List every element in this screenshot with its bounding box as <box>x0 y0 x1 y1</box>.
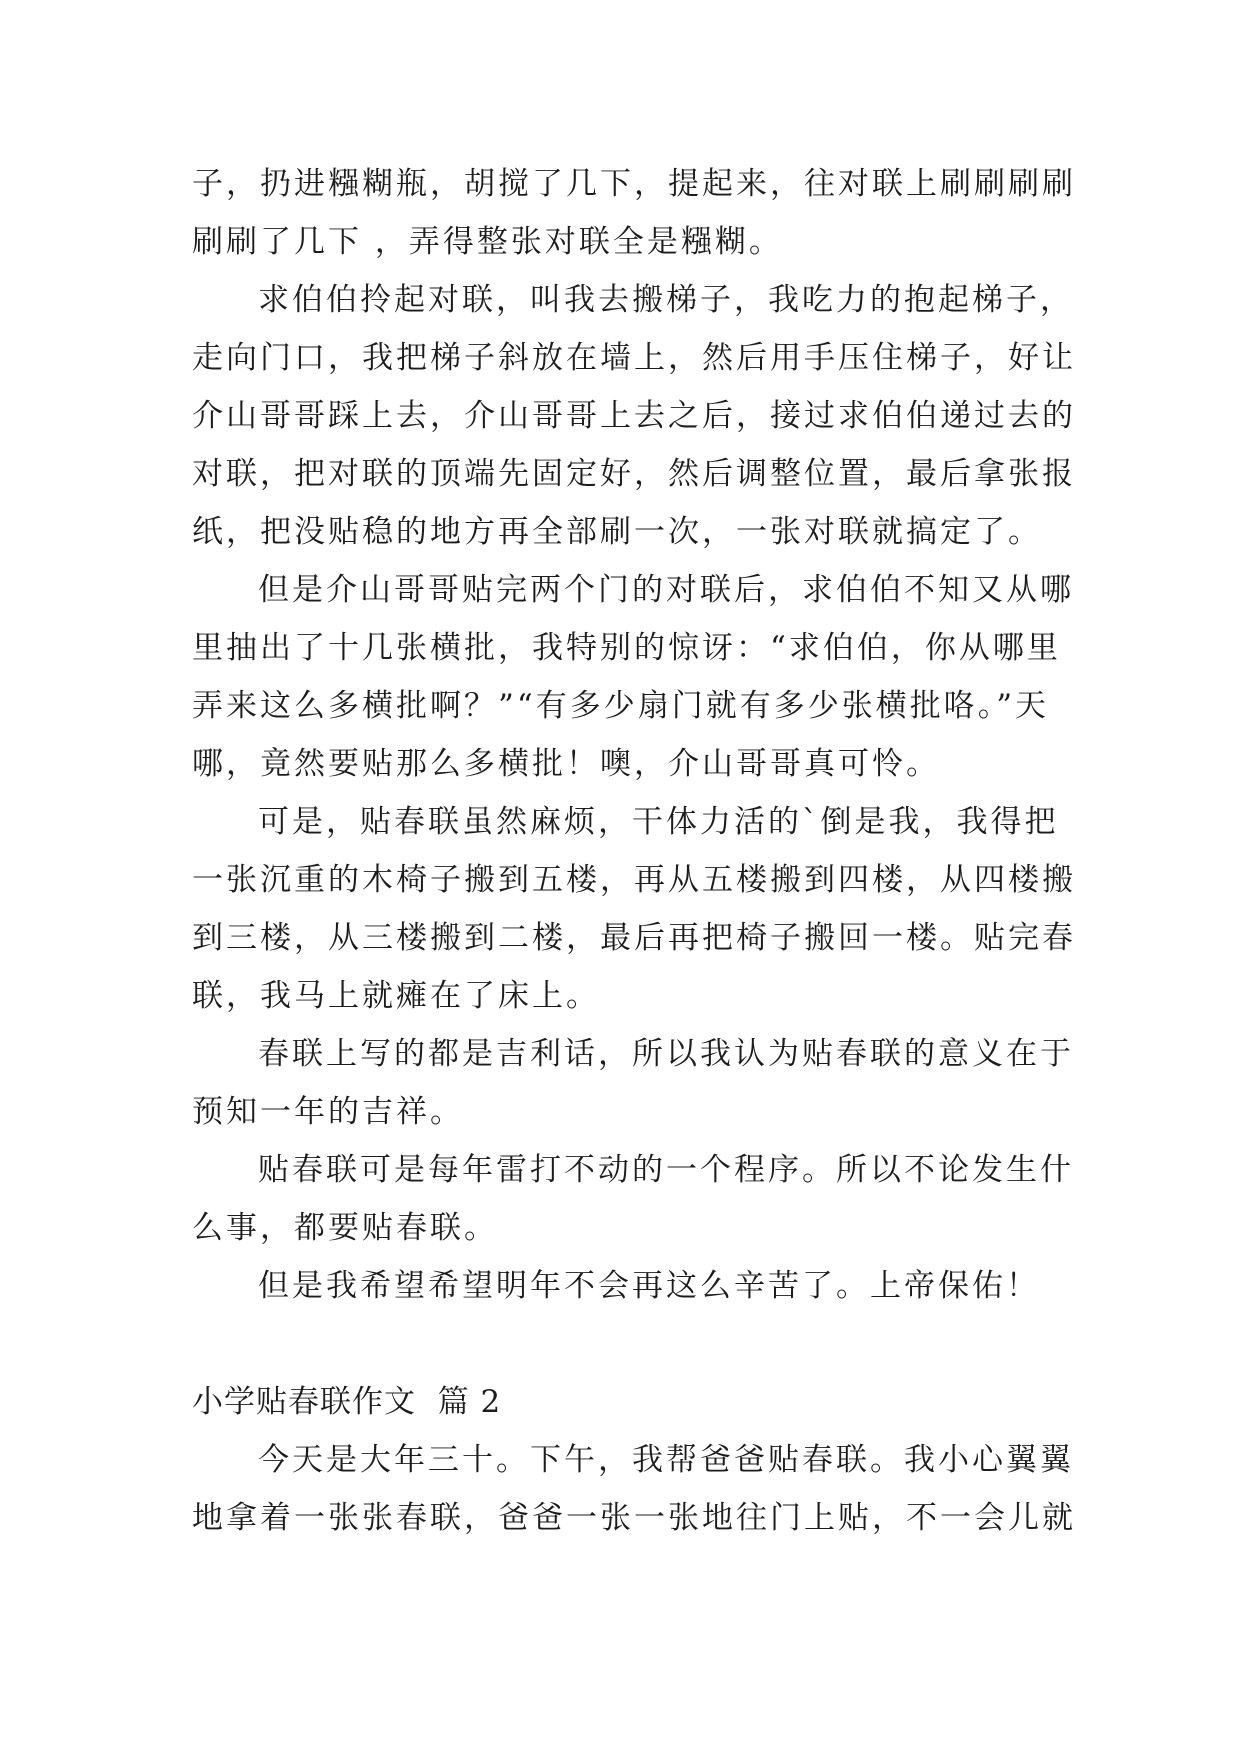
text-line: 春联上写的都是吉利话，所以我认为贴春联的意义在于 <box>258 1036 1074 1072</box>
text-line: 求伯伯拎起对联，叫我去搬梯子，我吃力的抱起梯子， <box>258 282 1074 318</box>
text-line: 纸，把没贴稳的地方再全部刷一次，一张对联就搞定了。 <box>192 514 1042 550</box>
section-title: 小学贴春联作文 篇 2 <box>192 1384 502 1420</box>
text-line: 地拿着一张张春联，爸爸一张一张地往门上贴，不一会儿就 <box>192 1500 1076 1536</box>
paragraph <box>192 1431 1076 1547</box>
text-line: 可是，贴春联虽然麻烦，干体力活的`倒是我，我得把 <box>258 804 1059 840</box>
document-body <box>192 155 1076 1547</box>
text-line: 么事，都要贴春联。 <box>192 1210 498 1246</box>
section-heading <box>192 1373 1052 1431</box>
text-line: 对联，把对联的顶端先固定好，然后调整位置，最后拿张报 <box>192 456 1076 492</box>
text-line: 贴春联可是每年雷打不动的一个程序。所以不论发生什 <box>258 1152 1074 1188</box>
text-line: 一张沉重的木椅子搬到五楼，再从五楼搬到四楼，从四楼搬 <box>192 862 1076 898</box>
paragraph <box>192 1025 1074 1141</box>
text-line: 子，扔进糨糊瓶，胡搅了几下，提起来，往对联上刷刷刷刷 <box>192 166 1076 202</box>
paragraph-continuation <box>192 155 1076 271</box>
text-line: 联，我马上就瘫在了床上。 <box>192 978 600 1014</box>
text-line: 里抽出了十几张横批，我特别的惊讶：“求伯伯，你从哪里 <box>192 630 1061 666</box>
text-line: 但是介山哥哥贴完两个门的对联后，求伯伯不知又从哪 <box>258 572 1074 608</box>
text-line: 但是我希望希望明年不会再这么辛苦了。上帝保佑！ <box>258 1268 1040 1304</box>
text-line: 介山哥哥踩上去，介山哥哥上去之后，接过求伯伯递过去的 <box>192 398 1076 434</box>
paragraph <box>192 561 1074 793</box>
text-line: 到三楼，从三楼搬到二楼，最后再把椅子搬回一楼。贴完春 <box>192 920 1076 956</box>
paragraph <box>192 271 1076 561</box>
text-line: 走向门口，我把梯子斜放在墙上，然后用手压住梯子，好让 <box>192 340 1076 376</box>
text-line: 预知一年的吉祥。 <box>192 1094 464 1130</box>
text-line: 刷刷了几下 ，弄得整张对联全是糨糊。 <box>192 224 783 260</box>
paragraph <box>192 1141 1074 1257</box>
section-spacer <box>192 1315 1052 1373</box>
paragraph <box>192 1257 1052 1315</box>
text-line: 今天是大年三十。下午，我帮爸爸贴春联。我小心翼翼 <box>258 1442 1074 1478</box>
text-line: 哪，竟然要贴那么多横批！噢，介山哥哥真可怜。 <box>192 746 940 782</box>
paragraph <box>192 793 1076 1025</box>
text-line: 弄来这么多横批啊？”“有多少扇门就有多少张横批咯。”天 <box>192 688 1050 724</box>
